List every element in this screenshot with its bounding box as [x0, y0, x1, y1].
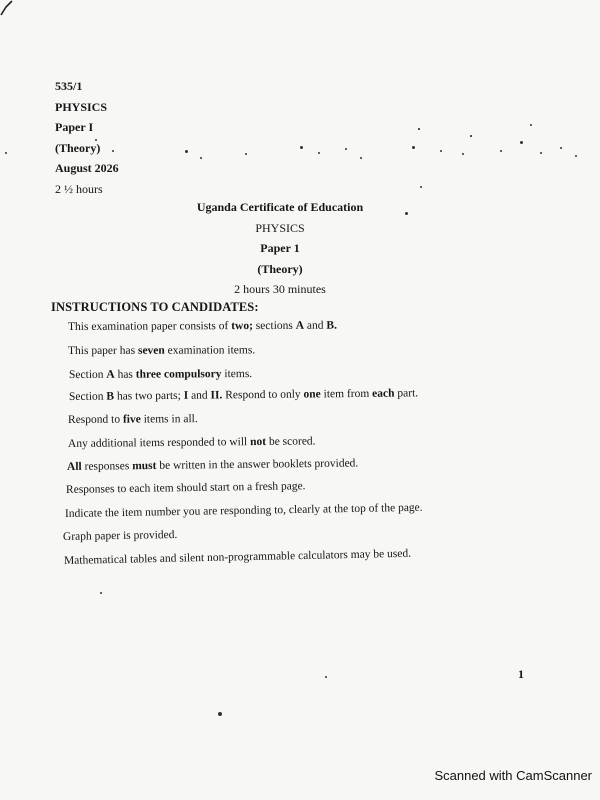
scan-speck [520, 141, 523, 144]
instruction-item: Section B has two parts; I and II. Respond to only one item from each part. [68, 387, 419, 403]
scan-speck [462, 153, 464, 155]
page-number: 1 [518, 667, 524, 681]
header-type: (Theory) [55, 140, 101, 155]
scan-speck [560, 147, 562, 149]
title-paper: Paper 1 [260, 241, 300, 255]
header-duration: 2 ½ hours [55, 181, 103, 196]
scan-speck [95, 139, 97, 141]
instruction-item: Indicate the item number you are responding to, clearly at the top of the page. [64, 501, 423, 520]
instruction-item: Any additional items responded to will not be scored. [67, 435, 316, 450]
title-subject: PHYSICS [255, 220, 305, 235]
scan-speck [100, 592, 102, 594]
scan-speck [575, 155, 577, 157]
scan-speck [500, 150, 502, 152]
exam-board: Uganda Certificate of Education [196, 200, 364, 214]
instructions-heading: INSTRUCTIONS TO CANDIDATES: [51, 300, 259, 314]
instruction-item: Mathematical tables and silent non-programmable calculators may be used. [63, 547, 412, 567]
instruction-item: Section A has three compulsory items. [68, 368, 253, 381]
paper-code: 535/1 [55, 79, 83, 93]
header-date: August 2026 [55, 161, 119, 175]
instruction-item: Graph paper is provided. [62, 529, 178, 543]
scan-speck [412, 146, 415, 149]
scan-speck [200, 157, 202, 159]
scan-speck [112, 150, 114, 152]
scan-speck [300, 146, 303, 149]
scan-speck [360, 157, 362, 159]
scan-speck [5, 152, 7, 154]
scan-speck [325, 676, 327, 678]
scanner-watermark: Scanned with CamScanner [434, 768, 592, 783]
scan-speck [345, 148, 347, 150]
scan-speck [420, 186, 422, 188]
scan-speck [318, 152, 320, 154]
scan-speck [405, 212, 408, 215]
instruction-item: This paper has seven examination items. [67, 344, 256, 357]
instruction-item: This examination paper consists of two; sections A and B. [67, 319, 337, 333]
header-subject: PHYSICS [55, 99, 108, 114]
scan-speck [418, 128, 420, 130]
scan-speck [530, 124, 532, 126]
scan-speck [245, 153, 247, 155]
scan-speck [185, 150, 188, 153]
title-duration: 2 hours 30 minutes [234, 282, 326, 296]
instruction-item: All responses must be written in the answer booklets provided. [66, 457, 359, 473]
scan-speck [218, 712, 222, 716]
instruction-item: Responses to each item should start on a fresh page. [65, 480, 306, 496]
scan-speck [470, 135, 472, 137]
instruction-item: Respond to five items in all. [67, 413, 198, 426]
header-paper: Paper I [55, 120, 94, 134]
title-type: (Theory) [257, 261, 303, 276]
scan-speck [540, 152, 542, 154]
scan-speck [440, 150, 442, 152]
